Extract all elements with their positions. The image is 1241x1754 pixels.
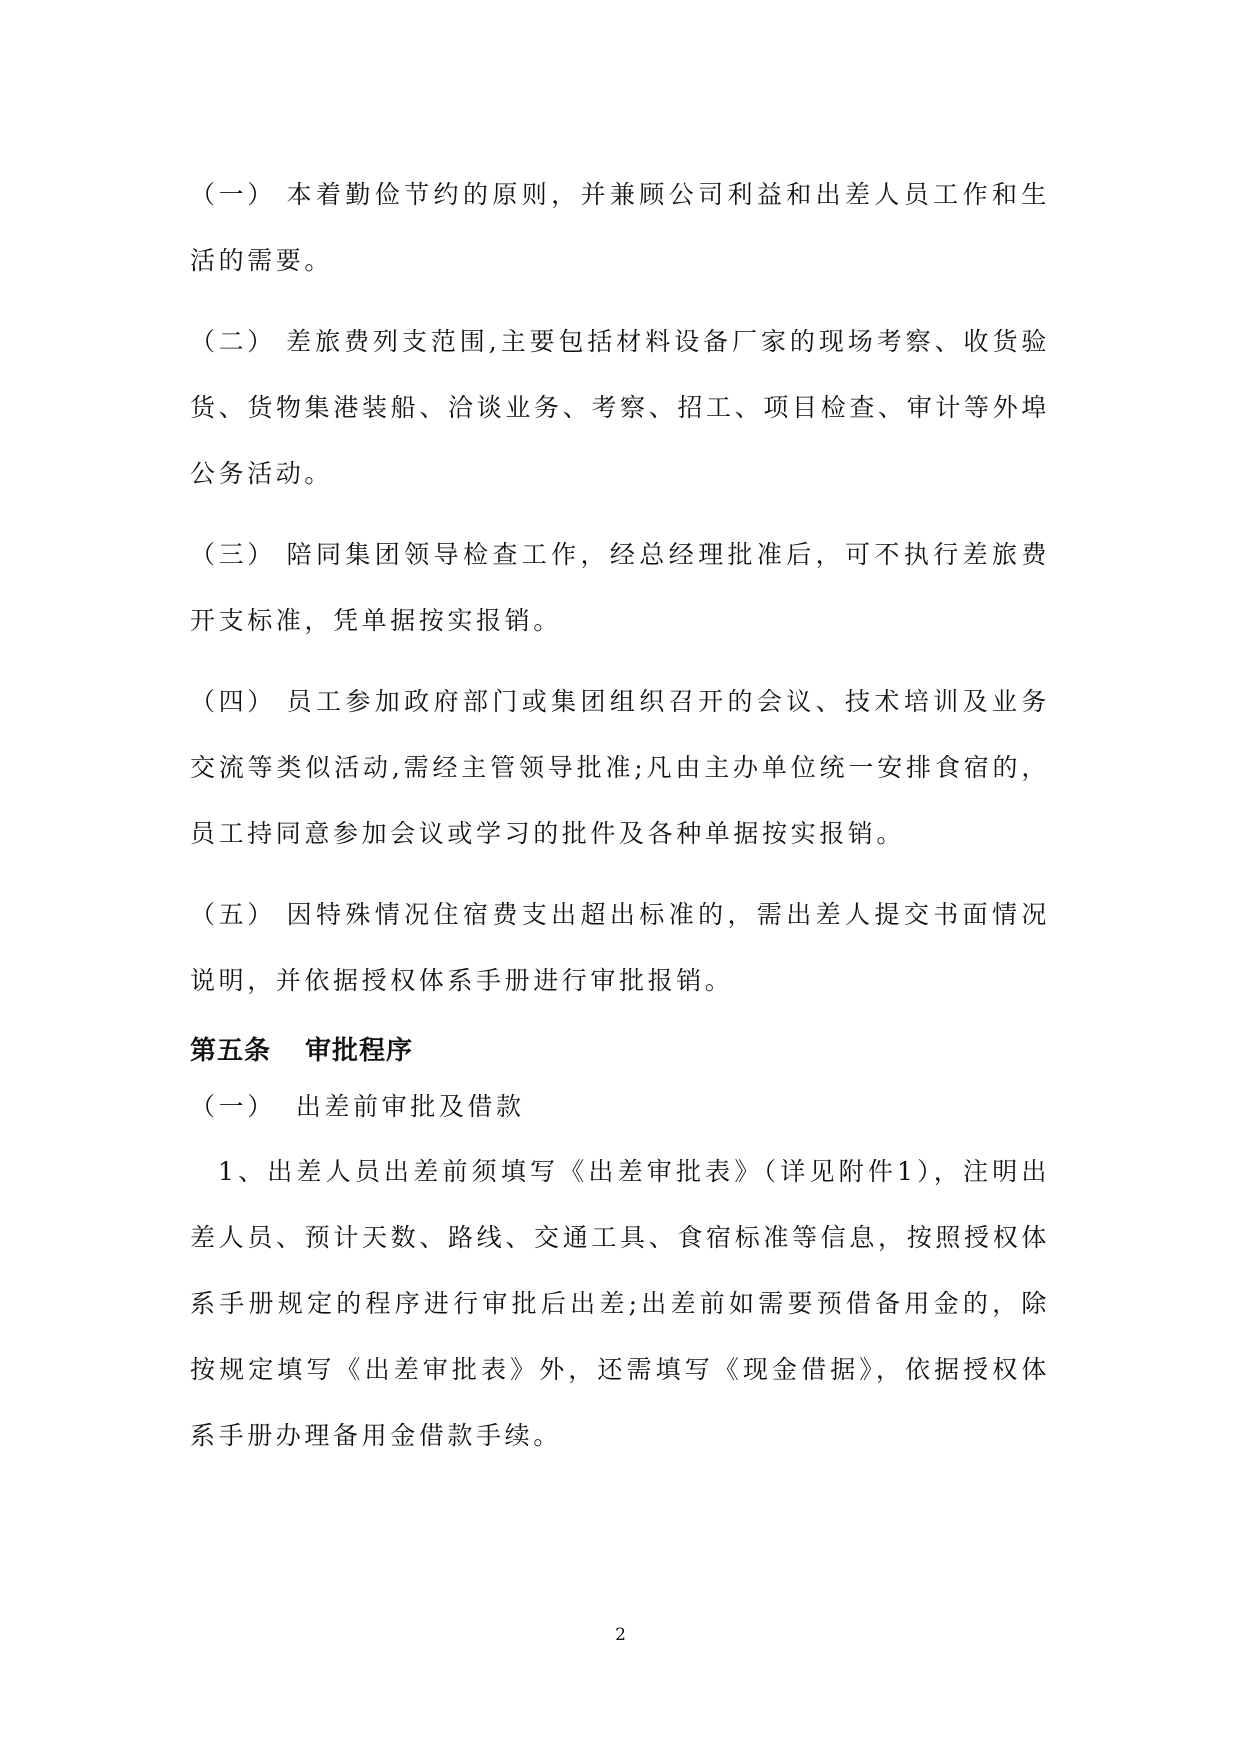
- paragraph-marker: （三）: [190, 540, 276, 569]
- paragraph-text: 因特殊情况住宿费支出超出标准的，需出差人提交书面情况说明，并依据授权体系手册进行审批报销。: [190, 900, 1050, 995]
- subsection-marker: （一）: [190, 1092, 276, 1121]
- paragraph-2: [190, 309, 1050, 507]
- paragraph-marker: （四）: [190, 687, 276, 716]
- item-1-paragraph: 1、出差人员出差前须填写《出差审批表》（详见附件1），注明出差人员、预计天数、路线、交通工具、食宿标准等信息，按照授权体系手册规定的程序进行审批后出差;出差前如需要预借备用金的，除按规定填写《出差审批表》外，还需填写《现金借据》，依据授权体系手册办理备用金借款手续。: [190, 1157, 1050, 1450]
- paragraph-3: [190, 522, 1050, 654]
- subsection-heading: [190, 1085, 1050, 1129]
- section-heading: [190, 1029, 1050, 1073]
- document-body: [190, 162, 1050, 1469]
- subsection-title: 出差前审批及借款: [295, 1092, 525, 1121]
- paragraph-marker: （二）: [190, 327, 276, 356]
- paragraph-text: 差旅费列支范围,主要包括材料设备厂家的现场考察、收货验货、货物集港装船、洽谈业务、考察、招工、项目检查、审计等外埠公务活动。: [190, 327, 1050, 488]
- paragraph-5: [190, 882, 1050, 1014]
- paragraph-marker: （一）: [190, 180, 276, 209]
- paragraph-text: 陪同集团领导检查工作，经总经理批准后，可不执行差旅费开支标准，凭单据按实报销。: [190, 540, 1050, 635]
- section-number: 第五条: [190, 1036, 272, 1066]
- paragraph-4: [190, 669, 1050, 867]
- paragraph-1: [190, 162, 1050, 294]
- paragraph-text: 本着勤俭节约的原则，并兼顾公司利益和出差人员工作和生活的需要。: [190, 180, 1050, 275]
- page-number: 2: [615, 1625, 626, 1645]
- paragraph-text: 员工参加政府部门或集团组织召开的会议、技术培训及业务交流等类似活动,需经主管领导批准;凡由主办单位统一安排食宿的，员工持同意参加会议或学习的批件及各种单据按实报销。: [190, 687, 1050, 848]
- paragraph-marker: （五）: [190, 900, 276, 929]
- section-title: 审批程序: [305, 1036, 414, 1066]
